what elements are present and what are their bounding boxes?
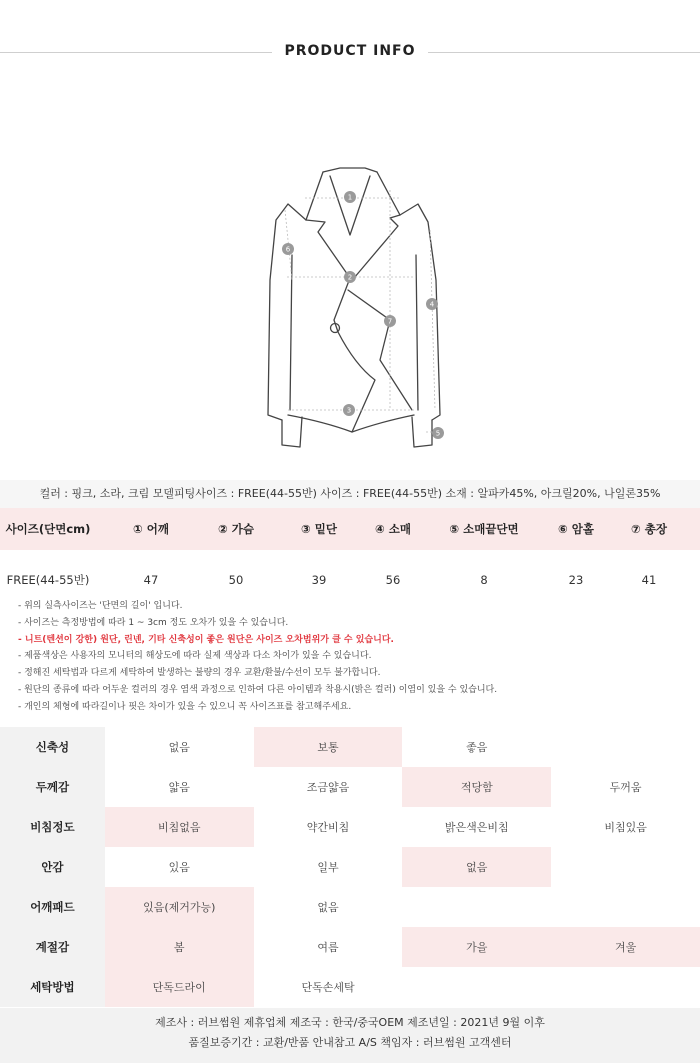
note-line-warning: - 니트(텐션이 강한) 원단, 린넨, 기타 신축성이 좋은 원단은 사이즈 오차범위가 클 수 있습니다. bbox=[18, 634, 394, 645]
size-value-cell: 23 bbox=[568, 573, 584, 587]
size-table-header bbox=[0, 508, 700, 550]
attr-option: 없음 bbox=[168, 741, 190, 754]
attr-option-selected: 봄 bbox=[105, 927, 254, 967]
spec-summary-line: 컬러 : 핑크, 소라, 크림 모델피팅사이즈 : FREE(44-55반) 사이즈 : FREE(44-55반) 소재 : 알파카45%, 아크릴20%, 나일론35% bbox=[0, 480, 700, 508]
fabric-attributes-table bbox=[0, 727, 700, 1007]
note-line: - 개인의 체형에 따라길이나 핏은 차이가 있을 수 있으니 꼭 사이즈표를 참고해주세요. bbox=[18, 701, 352, 712]
attr-option bbox=[402, 887, 551, 927]
attr-option: 두꺼움 bbox=[609, 781, 642, 794]
note-line: - 위의 실측사이즈는 '단면의 길이' 입니다. bbox=[18, 601, 183, 611]
attr-row-stretch bbox=[0, 727, 700, 767]
attr-option bbox=[551, 847, 700, 887]
attr-option: 있음 bbox=[168, 861, 190, 874]
attr-option: 여름 bbox=[317, 941, 339, 954]
attr-option: 약간비침 bbox=[306, 821, 350, 834]
attr-label: 안감 bbox=[0, 847, 105, 887]
header-divider-right bbox=[428, 52, 700, 53]
attr-label: 계절감 bbox=[0, 927, 105, 967]
attr-row-shoulder-pad bbox=[0, 887, 700, 927]
attr-option bbox=[551, 727, 700, 767]
size-header-cell: 사이즈(단면cm) bbox=[5, 522, 91, 536]
attr-option bbox=[551, 887, 700, 927]
size-header-cell: ⑥ 암홀 bbox=[558, 522, 594, 536]
note-line: - 원단의 종류에 따라 어두운 컬러의 경우 염색 과정으로 인하여 다른 아이템과 착용시(밝은 컬러) 이염이 있을 수 있습니다. bbox=[18, 684, 498, 695]
attr-option: 없음 bbox=[317, 901, 339, 914]
attr-option-selected: 단독드라이 bbox=[105, 967, 254, 1007]
size-value-cell: 56 bbox=[385, 573, 401, 587]
attr-row-lining bbox=[0, 847, 700, 887]
marker-1: 1 bbox=[347, 193, 353, 202]
marker-3: 3 bbox=[346, 406, 352, 415]
attr-label: 신축성 bbox=[0, 727, 105, 767]
marker-2: 2 bbox=[347, 273, 353, 282]
manufacturer-footer bbox=[0, 1008, 700, 1063]
attr-label: 세탁방법 bbox=[0, 967, 105, 1007]
attr-option: 조금얇음 bbox=[306, 781, 350, 794]
attr-option: 단독손세탁 bbox=[301, 981, 355, 994]
attr-option bbox=[551, 967, 700, 1007]
attr-row-washing bbox=[0, 967, 700, 1007]
marker-5: 5 bbox=[435, 429, 441, 438]
marker-7: 7 bbox=[387, 317, 393, 326]
size-notes bbox=[18, 598, 688, 716]
note-line: - 정해진 세탁법과 다르게 세탁하여 발생하는 불량의 경우 교환/환불/수선이 모두 불가합니다. bbox=[18, 668, 381, 679]
attr-label: 두께감 bbox=[0, 767, 105, 807]
attr-row-sheerness bbox=[0, 807, 700, 847]
attr-option: 얇음 bbox=[168, 781, 190, 794]
footer-manufacturer-line: 제조사 : 러브썸원 제휴업체 제조국 : 한국/중국OEM 제조년일 : 2021년 9월 이후 bbox=[155, 1016, 545, 1029]
attr-row-thickness bbox=[0, 767, 700, 807]
footer-warranty-line: 품질보증기간 : 교환/반품 안내참고 A/S 책임자 : 러브썸원 고객센터 bbox=[188, 1036, 512, 1049]
attr-row-season bbox=[0, 927, 700, 967]
size-value-cell: 39 bbox=[311, 573, 327, 587]
product-info-header bbox=[0, 0, 700, 105]
note-line: - 제품색상은 사용자의 모니터의 해상도에 따라 실제 색상과 다소 차이가 있을 수 있습니다. bbox=[18, 651, 372, 662]
attr-option: 좋음 bbox=[466, 741, 488, 754]
size-table bbox=[0, 508, 700, 610]
attr-label: 어깨패드 bbox=[0, 887, 105, 927]
size-value-cell: 50 bbox=[228, 573, 244, 587]
attr-label: 비침정도 bbox=[0, 807, 105, 847]
attr-option bbox=[402, 967, 551, 1007]
size-header-cell: ⑦ 총장 bbox=[631, 522, 667, 536]
attr-option-selected: 보통 bbox=[254, 727, 403, 767]
size-header-cell: ② 가슴 bbox=[218, 522, 254, 536]
attr-option: 일부 bbox=[317, 861, 339, 874]
size-header-cell: ⑤ 소매끝단면 bbox=[449, 522, 519, 536]
jacket-drawing bbox=[230, 160, 470, 455]
attr-option-selected: 겨울 bbox=[551, 927, 700, 967]
jacket-measurement-illustration bbox=[230, 160, 470, 455]
size-value-cell: FREE(44-55반) bbox=[6, 573, 90, 587]
attr-option: 비침있음 bbox=[604, 821, 647, 834]
size-header-cell: ④ 소매 bbox=[375, 522, 411, 536]
size-header-cell: ③ 밑단 bbox=[301, 522, 337, 536]
marker-6: 6 bbox=[285, 245, 291, 254]
attr-option-selected: 없음 bbox=[402, 847, 551, 887]
size-value-cell: 47 bbox=[143, 573, 159, 587]
size-value-cell: 8 bbox=[480, 573, 488, 587]
attr-option: 밝은색은비침 bbox=[444, 821, 509, 834]
note-line: - 사이즈는 측정방법에 따라 1 ~ 3cm 정도 오차가 있을 수 있습니다. bbox=[18, 617, 289, 628]
section-title: PRODUCT INFO bbox=[284, 43, 416, 59]
attr-option-selected: 있음(제거가능) bbox=[105, 887, 254, 927]
attr-option-selected: 적당함 bbox=[402, 767, 551, 807]
attr-option-selected: 비침없음 bbox=[105, 807, 254, 847]
size-value-cell: 41 bbox=[641, 573, 657, 587]
marker-4: 4 bbox=[429, 300, 435, 309]
size-header-cell: ① 어깨 bbox=[133, 522, 169, 536]
attr-option-selected: 가을 bbox=[402, 927, 551, 967]
